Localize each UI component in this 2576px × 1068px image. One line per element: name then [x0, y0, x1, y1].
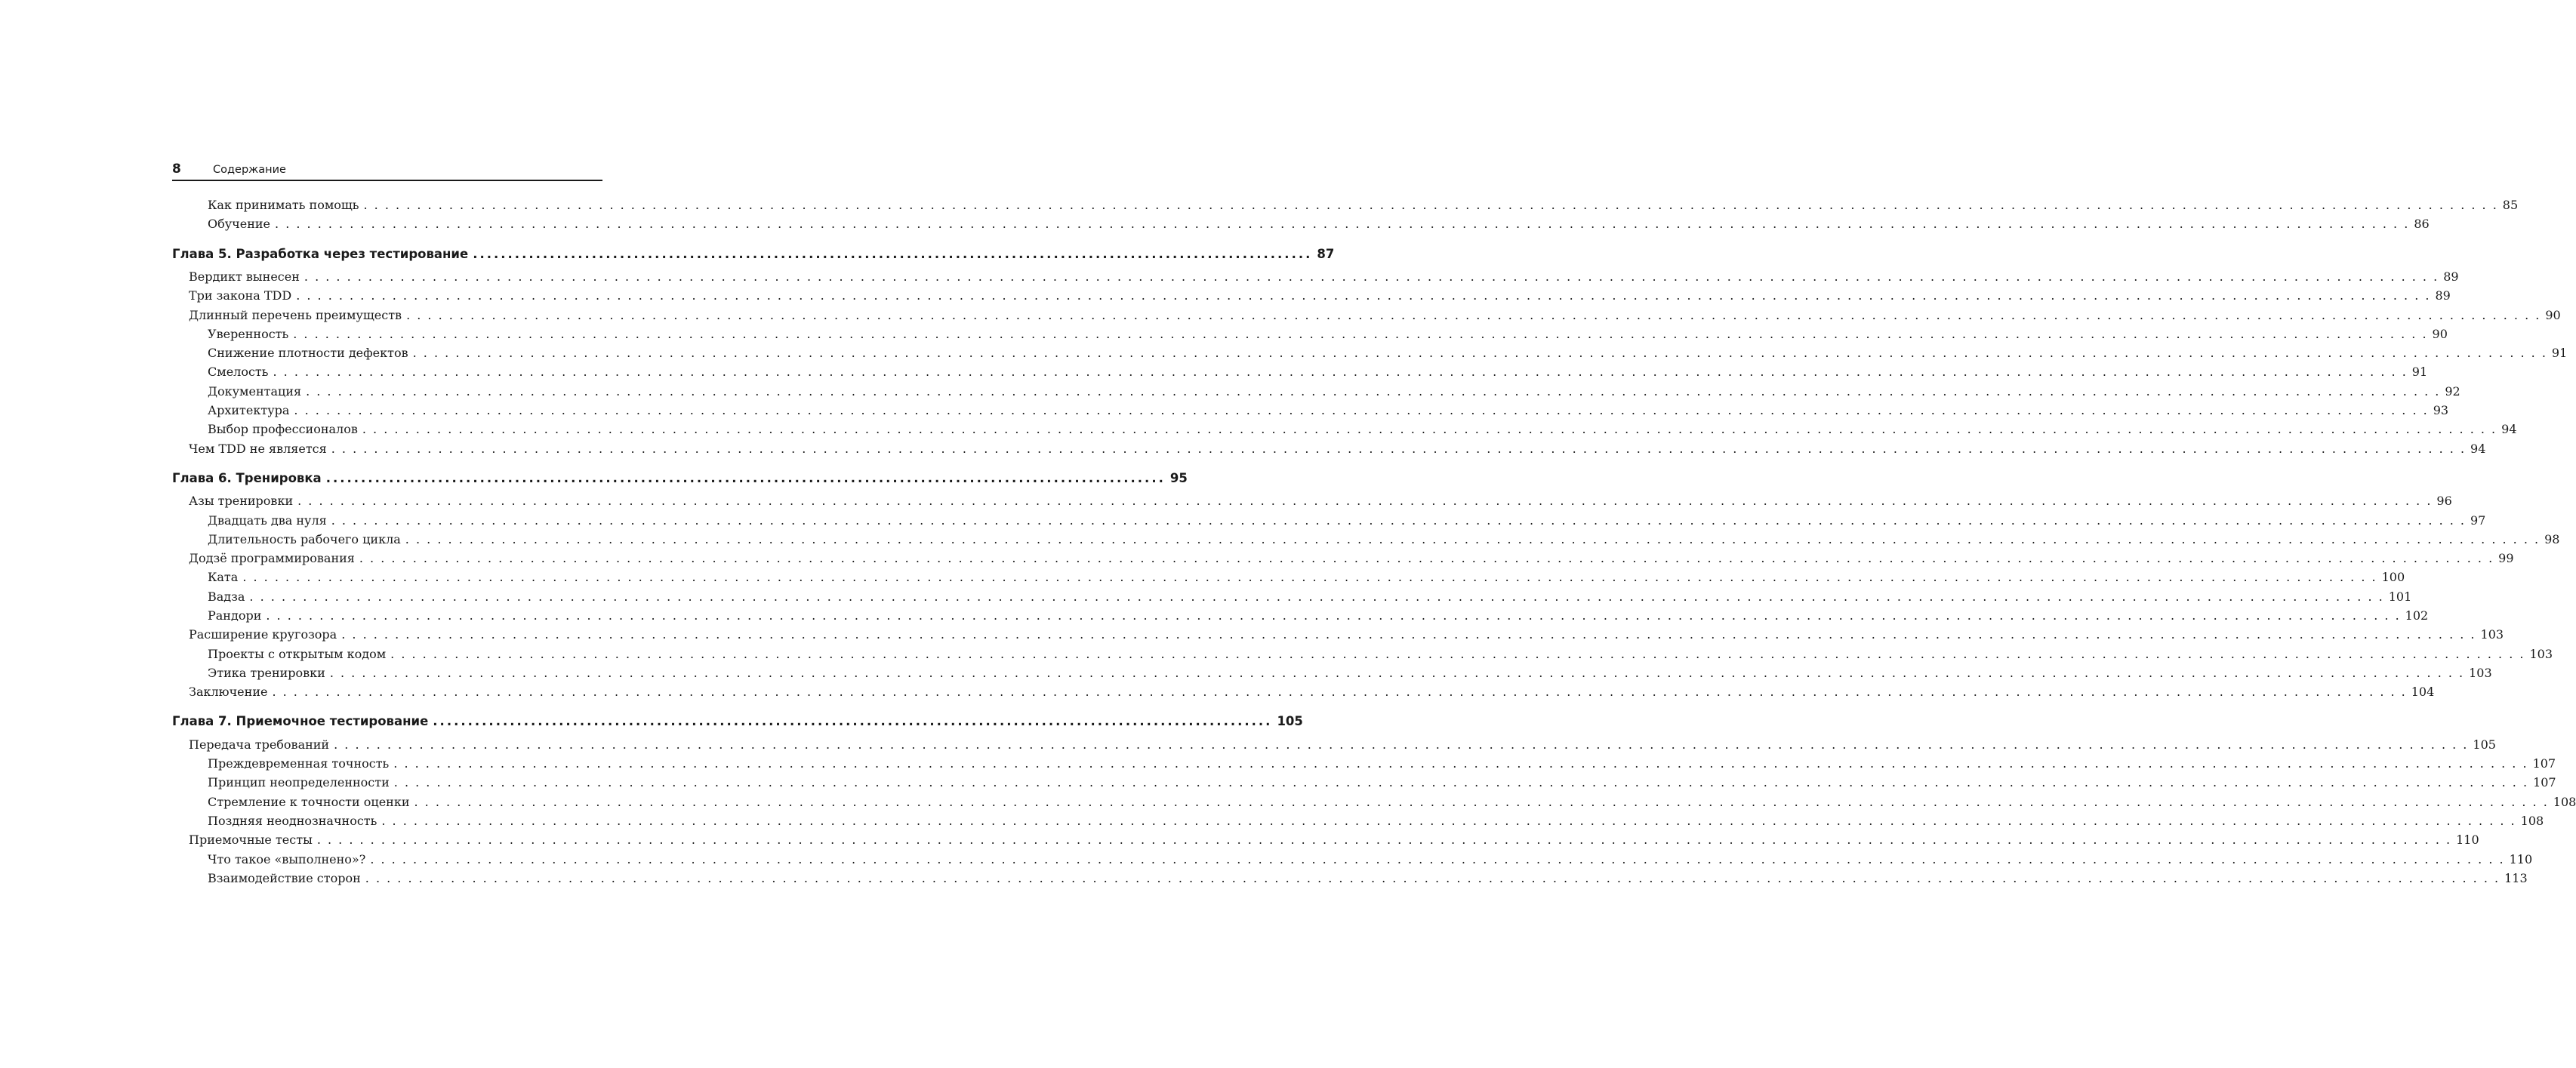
toc-entry-row — [208, 513, 2486, 533]
toc-leader-dots: . . . . . . . . . . . . . . . . . . . . . . . . . . . . . . . . . . . . . . . . . . . . . . . . . . . . . . . . . . . . . . . . . . . . . . . . . . . . . . . . . . . . . . . . . . . . . . . . . . . . . . . . . . . . . . . . . . . . . . . . . . . . . . . . . . . . . . . . . . . . . . . . . . . . . . . . . . . . . . . . . . . . . . . . . . . . . . . . . . . . . . . . . . . . . . . . . . . . . . . . — [296, 288, 2431, 303]
toc-entry-title: Приемочные тесты — [189, 833, 313, 847]
toc-entry-title: Поздняя неоднозначность — [208, 814, 377, 828]
toc-page-number: 87 — [1317, 247, 1335, 261]
toc-entry-title: Заключение — [189, 685, 268, 699]
toc-leader-dots: . . . . . . . . . . . . . . . . . . . . . . . . . . . . . . . . . . . . . . . . . . . . . . . . . . . . . . . . . . . . . . . . . . . . . . . . . . . . . . . . . . . . . . . . . . . . . . . . . . . . . . . . . . . . . . . . . . . . . . . . . . . . . . . . . . . . . . . . . . . . . . . . . . . . . . . . . . . . . . . . . . . . . . . . . . . . . . . . . . . . . . . . . . . . . . . . . . . . . . . . — [273, 365, 2408, 379]
toc-page-number: 99 — [2498, 551, 2514, 565]
toc-page-number: 89 — [2443, 269, 2459, 284]
toc-entry-row — [208, 532, 2560, 552]
toc-page-number: 90 — [2432, 327, 2448, 341]
toc-entry-row — [189, 442, 2486, 461]
toc-entry-title: Принцип неопределенности — [208, 775, 390, 789]
toc-entry-title: Додзё программирования — [189, 551, 355, 565]
toc-page-number: 85 — [2502, 198, 2519, 212]
toc-entry-row — [189, 551, 2514, 571]
toc-page-number: 101 — [2388, 589, 2412, 604]
toc-leader-dots: . . . . . . . . . . . . . . . . . . . . . . . . . . . . . . . . . . . . . . . . . . . . . . . . . . . . . . . . . . . . . . . . . . . . . . . . . . . . . . . . . . . . . . . . . . . . . . . . . . . . . . . . . . . . . . . . . . . . . . . . . . . . . . . . . . . . . . . . . . . . . . . . . . . . . . . . . . . . . . . . . . . . . . . . . . . . . . . . . . . . . . . . . . . . . . . . . . . . . . . . — [329, 666, 2465, 680]
toc-leader-dots: . . . . . . . . . . . . . . . . . . . . . . . . . . . . . . . . . . . . . . . . . . . . . . . . . . . . . . . . . . . . . . . . . . . . . . . . . . . . . . . . . . . . . . . . . . . . . . . . . . . . . . . . . . . . . . . . . . . . . . . . . . . . . . . . . . . . . . . . . . . . . . . . . . . . . . . . . . . . . . . . . . . . . . . . . . . . . . . . . . . . . . . . . . . . . . . . . . . . . . . . — [362, 422, 2497, 436]
running-head-title: Содержание — [213, 164, 286, 176]
toc-page-number: 92 — [2445, 384, 2460, 399]
toc-leader-dots: . . . . . . . . . . . . . . . . . . . . . . . . . . . . . . . . . . . . . . . . . . . . . . . . . . . . . . . . . . . . . . . . . . . . . . . . . . . . . . . . . . . . . . . . . . . . . . . . . . . . . . . . . . . . . . . . . . . . . . . . . . . . . . . . . . . . . . . . . . . . . . . . . . . . . . . . . . . . . . . . . . . . . . . . . . . . . . . . . . . . . . . . . . . . . . . . . . . . . . . . — [331, 442, 2467, 456]
toc-entry-title: Двадцать два нуля — [208, 513, 327, 528]
toc-entry-row — [189, 494, 2452, 513]
toc-leader-dots: ........................................................................................................................ — [473, 247, 1313, 261]
toc-chapter-title: Глава 5. Разработка через тестирование — [172, 247, 469, 261]
toc-page-number: 108 — [2520, 814, 2544, 828]
toc-entry-title: Выбор профессионалов — [208, 422, 358, 436]
toc-entry-title: Документация — [208, 384, 302, 399]
toc-leader-dots: ........................................................................................................................ — [433, 714, 1273, 728]
toc-page-number: 97 — [2470, 513, 2486, 528]
header-rule — [172, 180, 602, 181]
toc-entry-title: Этика тренировки — [208, 666, 325, 680]
toc-entry-title: Обучение — [208, 217, 271, 231]
toc-entry-row — [208, 589, 2412, 609]
toc-entry-row — [189, 308, 2561, 328]
toc-entry-title: Длительность рабочего цикла — [208, 532, 401, 546]
toc-leader-dots: . . . . . . . . . . . . . . . . . . . . . . . . . . . . . . . . . . . . . . . . . . . . . . . . . . . . . . . . . . . . . . . . . . . . . . . . . . . . . . . . . . . . . . . . . . . . . . . . . . . . . . . . . . . . . . . . . . . . . . . . . . . . . . . . . . . . . . . . . . . . . . . . . . . . . . . . . . . . . . . . . . . . . . . . . . . . . . . . . . . . . . . . . . . . . . . . . . . . . . . . — [331, 513, 2466, 528]
toc-page-number: 110 — [2456, 833, 2479, 847]
toc-entry-title: Чем TDD не является — [189, 442, 327, 456]
toc-page-number: 104 — [2411, 685, 2435, 699]
toc-leader-dots: ........................................................................................................................ — [325, 471, 1166, 485]
toc-entry-row — [208, 647, 2553, 666]
toc-entry-row — [189, 627, 2504, 647]
toc-leader-dots: . . . . . . . . . . . . . . . . . . . . . . . . . . . . . . . . . . . . . . . . . . . . . . . . . . . . . . . . . . . . . . . . . . . . . . . . . . . . . . . . . . . . . . . . . . . . . . . . . . . . . . . . . . . . . . . . . . . . . . . . . . . . . . . . . . . . . . . . . . . . . . . . . . . . . . . . . . . . . . . . . . . . . . . . . . . . . . . . . . . . . . . . . . . . . . . . . . . . . . . . — [406, 308, 2541, 322]
toc-leader-dots: . . . . . . . . . . . . . . . . . . . . . . . . . . . . . . . . . . . . . . . . . . . . . . . . . . . . . . . . . . . . . . . . . . . . . . . . . . . . . . . . . . . . . . . . . . . . . . . . . . . . . . . . . . . . . . . . . . . . . . . . . . . . . . . . . . . . . . . . . . . . . . . . . . . . . . . . . . . . . . . . . . . . . . . . . . . . . . . . . . . . . . . . . . . . . . . . . . . . . . . . — [304, 269, 2439, 284]
toc-entry-title: Передача требований — [189, 737, 330, 752]
toc-entry-row — [208, 666, 2492, 685]
toc-leader-dots: . . . . . . . . . . . . . . . . . . . . . . . . . . . . . . . . . . . . . . . . . . . . . . . . . . . . . . . . . . . . . . . . . . . . . . . . . . . . . . . . . . . . . . . . . . . . . . . . . . . . . . . . . . . . . . . . . . . . . . . . . . . . . . . . . . . . . . . . . . . . . . . . . . . . . . . . . . . . . . . . . . . . . . . . . . . . . . . . . . . . . . . . . . . . . . . . . . . . . . . . — [249, 589, 2384, 604]
toc-leader-dots: . . . . . . . . . . . . . . . . . . . . . . . . . . . . . . . . . . . . . . . . . . . . . . . . . . . . . . . . . . . . . . . . . . . . . . . . . . . . . . . . . . . . . . . . . . . . . . . . . . . . . . . . . . . . . . . . . . . . . . . . . . . . . . . . . . . . . . . . . . . . . . . . . . . . . . . . . . . . . . . . . . . . . . . . . . . . . . . . . . . . . . . . . . . . . . . . . . . . . . . . — [393, 756, 2528, 771]
toc-entry-row — [208, 756, 2556, 776]
toc-entry-row — [189, 833, 2479, 852]
toc-leader-dots: . . . . . . . . . . . . . . . . . . . . . . . . . . . . . . . . . . . . . . . . . . . . . . . . . . . . . . . . . . . . . . . . . . . . . . . . . . . . . . . . . . . . . . . . . . . . . . . . . . . . . . . . . . . . . . . . . . . . . . . . . . . . . . . . . . . . . . . . . . . . . . . . . . . . . . . . . . . . . . . . . . . . . . . . . . . . . . . . . . . . . . . . . . . . . . . . . . . . . . . . — [272, 685, 2407, 699]
toc-entry-row — [208, 852, 2533, 872]
toc-entry-row — [189, 737, 2496, 757]
toc-leader-dots: . . . . . . . . . . . . . . . . . . . . . . . . . . . . . . . . . . . . . . . . . . . . . . . . . . . . . . . . . . . . . . . . . . . . . . . . . . . . . . . . . . . . . . . . . . . . . . . . . . . . . . . . . . . . . . . . . . . . . . . . . . . . . . . . . . . . . . . . . . . . . . . . . . . . . . . . . . . . . . . . . . . . . . . . . . . . . . . . . . . . . . . . . . . . . . . . . . . . . . . . — [359, 551, 2494, 565]
toc-entry-title: Азы тренировки — [189, 494, 294, 508]
toc-chapter-title: Глава 6. Тренировка — [172, 471, 322, 485]
toc-entry-title: Уверенность — [208, 327, 289, 341]
running-head — [172, 162, 602, 181]
toc-entry-title: Преждевременная точность — [208, 756, 390, 771]
toc-page-number: 108 — [2553, 795, 2576, 809]
toc-entry-row — [208, 365, 2428, 384]
toc-page-number: 113 — [2504, 871, 2528, 885]
toc-entry-title: Длинный перечень преимуществ — [189, 308, 402, 322]
toc-page-number: 98 — [2544, 532, 2560, 546]
toc-leader-dots: . . . . . . . . . . . . . . . . . . . . . . . . . . . . . . . . . . . . . . . . . . . . . . . . . . . . . . . . . . . . . . . . . . . . . . . . . . . . . . . . . . . . . . . . . . . . . . . . . . . . . . . . . . . . . . . . . . . . . . . . . . . . . . . . . . . . . . . . . . . . . . . . . . . . . . . . . . . . . . . . . . . . . . . . . . . . . . . . . . . . . . . . . . . . . . . . . . . . . . . . — [405, 532, 2541, 546]
toc-page-number: 107 — [2533, 775, 2556, 789]
toc-page-number: 107 — [2532, 756, 2556, 771]
toc-entry-title: Ката — [208, 570, 239, 584]
toc-page-number: 93 — [2433, 403, 2449, 417]
toc-page-number: 100 — [2381, 570, 2405, 584]
toc-entry-row — [208, 403, 2449, 423]
toc-entry-title: Расширение кругозора — [189, 627, 337, 642]
toc-entry-row — [208, 422, 2517, 442]
toc-entry-title: Рандори — [208, 608, 262, 623]
toc-entry-title: Три закона TDD — [189, 288, 292, 303]
toc-leader-dots: . . . . . . . . . . . . . . . . . . . . . . . . . . . . . . . . . . . . . . . . . . . . . . . . . . . . . . . . . . . . . . . . . . . . . . . . . . . . . . . . . . . . . . . . . . . . . . . . . . . . . . . . . . . . . . . . . . . . . . . . . . . . . . . . . . . . . . . . . . . . . . . . . . . . . . . . . . . . . . . . . . . . . . . . . . . . . . . . . . . . . . . . . . . . . . . . . . . . . . . . — [370, 852, 2505, 866]
toc-entry-row — [189, 685, 2435, 704]
toc-entry-title: Вадза — [208, 589, 245, 604]
toc-entry-title: Стремление к точности оценки — [208, 795, 410, 809]
toc-entry-row — [208, 327, 2448, 346]
toc-page-number: 103 — [2480, 627, 2504, 642]
toc-leader-dots: . . . . . . . . . . . . . . . . . . . . . . . . . . . . . . . . . . . . . . . . . . . . . . . . . . . . . . . . . . . . . . . . . . . . . . . . . . . . . . . . . . . . . . . . . . . . . . . . . . . . . . . . . . . . . . . . . . . . . . . . . . . . . . . . . . . . . . . . . . . . . . . . . . . . . . . . . . . . . . . . . . . . . . . . . . . . . . . . . . . . . . . . . . . . . . . . . . . . . . . . — [341, 627, 2476, 642]
toc-entry-title: Архитектура — [208, 403, 290, 417]
page-number: 8 — [172, 162, 181, 177]
toc-page-number: 95 — [1169, 471, 1188, 485]
toc-page-number: 105 — [2473, 737, 2496, 752]
toc-entry-title: Проекты с открытым кодом — [208, 647, 387, 661]
toc-page-number: 94 — [2501, 422, 2517, 436]
toc-entry-row — [208, 570, 2405, 589]
toc-page-number: 105 — [1277, 714, 1303, 728]
toc-entry-title: Снижение плотности дефектов — [208, 346, 408, 360]
toc-entry-row — [208, 198, 2519, 217]
toc-entry-row — [208, 814, 2544, 833]
toc-leader-dots: . . . . . . . . . . . . . . . . . . . . . . . . . . . . . . . . . . . . . . . . . . . . . . . . . . . . . . . . . . . . . . . . . . . . . . . . . . . . . . . . . . . . . . . . . . . . . . . . . . . . . . . . . . . . . . . . . . . . . . . . . . . . . . . . . . . . . . . . . . . . . . . . . . . . . . . . . . . . . . . . . . . . . . . . . . . . . . . . . . . . . . . . . . . . . . . . . . . . . . . . — [275, 217, 2410, 231]
toc-leader-dots: . . . . . . . . . . . . . . . . . . . . . . . . . . . . . . . . . . . . . . . . . . . . . . . . . . . . . . . . . . . . . . . . . . . . . . . . . . . . . . . . . . . . . . . . . . . . . . . . . . . . . . . . . . . . . . . . . . . . . . . . . . . . . . . . . . . . . . . . . . . . . . . . . . . . . . . . . . . . . . . . . . . . . . . . . . . . . . . . . . . . . . . . . . . . . . . . . . . . . . . . — [306, 384, 2441, 399]
toc-entry-title: Вердикт вынесен — [189, 269, 300, 284]
toc-leader-dots: . . . . . . . . . . . . . . . . . . . . . . . . . . . . . . . . . . . . . . . . . . . . . . . . . . . . . . . . . . . . . . . . . . . . . . . . . . . . . . . . . . . . . . . . . . . . . . . . . . . . . . . . . . . . . . . . . . . . . . . . . . . . . . . . . . . . . . . . . . . . . . . . . . . . . . . . . . . . . . . . . . . . . . . . . . . . . . . . . . . . . . . . . . . . . . . . . . . . . . . . — [393, 775, 2529, 789]
toc-leader-dots: . . . . . . . . . . . . . . . . . . . . . . . . . . . . . . . . . . . . . . . . . . . . . . . . . . . . . . . . . . . . . . . . . . . . . . . . . . . . . . . . . . . . . . . . . . . . . . . . . . . . . . . . . . . . . . . . . . . . . . . . . . . . . . . . . . . . . . . . . . . . . . . . . . . . . . . . . . . . . . . . . . . . . . . . . . . . . . . . . . . . . . . . . . . . . . . . . . . . . . . . — [412, 346, 2547, 360]
toc-entry-row — [208, 217, 2430, 236]
toc-leader-dots: . . . . . . . . . . . . . . . . . . . . . . . . . . . . . . . . . . . . . . . . . . . . . . . . . . . . . . . . . . . . . . . . . . . . . . . . . . . . . . . . . . . . . . . . . . . . . . . . . . . . . . . . . . . . . . . . . . . . . . . . . . . . . . . . . . . . . . . . . . . . . . . . . . . . . . . . . . . . . . . . . . . . . . . . . . . . . . . . . . . . . . . . . . . . . . . . . . . . . . . . — [297, 494, 2433, 508]
toc-entry-row — [208, 775, 2556, 795]
toc-entry-row — [189, 269, 2459, 289]
toc-chapter-row — [172, 471, 1188, 491]
toc-entry-row — [208, 384, 2460, 404]
toc-page-number: 91 — [2411, 365, 2428, 379]
toc-page-number: 89 — [2435, 288, 2451, 303]
toc-entry-row — [208, 871, 2528, 891]
toc-leader-dots: . . . . . . . . . . . . . . . . . . . . . . . . . . . . . . . . . . . . . . . . . . . . . . . . . . . . . . . . . . . . . . . . . . . . . . . . . . . . . . . . . . . . . . . . . . . . . . . . . . . . . . . . . . . . . . . . . . . . . . . . . . . . . . . . . . . . . . . . . . . . . . . . . . . . . . . . . . . . . . . . . . . . . . . . . . . . . . . . . . . . . . . . . . . . . . . . . . . . . . . . — [293, 327, 2428, 341]
toc-page-number: 96 — [2436, 494, 2452, 508]
toc-leader-dots: . . . . . . . . . . . . . . . . . . . . . . . . . . . . . . . . . . . . . . . . . . . . . . . . . . . . . . . . . . . . . . . . . . . . . . . . . . . . . . . . . . . . . . . . . . . . . . . . . . . . . . . . . . . . . . . . . . . . . . . . . . . . . . . . . . . . . . . . . . . . . . . . . . . . . . . . . . . . . . . . . . . . . . . . . . . . . . . . . . . . . . . . . . . . . . . . . . . . . . . . — [266, 608, 2401, 623]
toc-leader-dots: . . . . . . . . . . . . . . . . . . . . . . . . . . . . . . . . . . . . . . . . . . . . . . . . . . . . . . . . . . . . . . . . . . . . . . . . . . . . . . . . . . . . . . . . . . . . . . . . . . . . . . . . . . . . . . . . . . . . . . . . . . . . . . . . . . . . . . . . . . . . . . . . . . . . . . . . . . . . . . . . . . . . . . . . . . . . . . . . . . . . . . . . . . . . . . . . . . . . . . . . — [390, 647, 2525, 661]
toc-entry-title: Смелость — [208, 365, 269, 379]
toc-chapter-title: Глава 7. Приемочное тестирование — [172, 714, 429, 728]
toc-entry-title: Что такое «выполнено»? — [208, 852, 366, 866]
toc-page-number: 110 — [2509, 852, 2533, 866]
toc-page-number: 103 — [2469, 666, 2492, 680]
toc-page-number: 94 — [2470, 442, 2486, 456]
toc-entry-title: Взаимодействие сторон — [208, 871, 361, 885]
toc-entry-row — [208, 346, 2568, 365]
toc-leader-dots: . . . . . . . . . . . . . . . . . . . . . . . . . . . . . . . . . . . . . . . . . . . . . . . . . . . . . . . . . . . . . . . . . . . . . . . . . . . . . . . . . . . . . . . . . . . . . . . . . . . . . . . . . . . . . . . . . . . . . . . . . . . . . . . . . . . . . . . . . . . . . . . . . . . . . . . . . . . . . . . . . . . . . . . . . . . . . . . . . . . . . . . . . . . . . . . . . . . . . . . . — [363, 198, 2498, 212]
toc-leader-dots: . . . . . . . . . . . . . . . . . . . . . . . . . . . . . . . . . . . . . . . . . . . . . . . . . . . . . . . . . . . . . . . . . . . . . . . . . . . . . . . . . . . . . . . . . . . . . . . . . . . . . . . . . . . . . . . . . . . . . . . . . . . . . . . . . . . . . . . . . . . . . . . . . . . . . . . . . . . . . . . . . . . . . . . . . . . . . . . . . . . . . . . . . . . . . . . . . . . . . . . . — [294, 403, 2429, 417]
toc-chapter-row — [172, 714, 1303, 734]
toc-leader-dots: . . . . . . . . . . . . . . . . . . . . . . . . . . . . . . . . . . . . . . . . . . . . . . . . . . . . . . . . . . . . . . . . . . . . . . . . . . . . . . . . . . . . . . . . . . . . . . . . . . . . . . . . . . . . . . . . . . . . . . . . . . . . . . . . . . . . . . . . . . . . . . . . . . . . . . . . . . . . . . . . . . . . . . . . . . . . . . . . . . . . . . . . . . . . . . . . . . . . . . . . — [365, 871, 2501, 885]
toc-leader-dots: . . . . . . . . . . . . . . . . . . . . . . . . . . . . . . . . . . . . . . . . . . . . . . . . . . . . . . . . . . . . . . . . . . . . . . . . . . . . . . . . . . . . . . . . . . . . . . . . . . . . . . . . . . . . . . . . . . . . . . . . . . . . . . . . . . . . . . . . . . . . . . . . . . . . . . . . . . . . . . . . . . . . . . . . . . . . . . . . . . . . . . . . . . . . . . . . . . . . . . . . — [414, 795, 2549, 809]
toc-entry-row — [189, 288, 2451, 308]
toc-page-number: 102 — [2405, 608, 2429, 623]
toc-entry-row — [208, 608, 2429, 628]
toc-leader-dots: . . . . . . . . . . . . . . . . . . . . . . . . . . . . . . . . . . . . . . . . . . . . . . . . . . . . . . . . . . . . . . . . . . . . . . . . . . . . . . . . . . . . . . . . . . . . . . . . . . . . . . . . . . . . . . . . . . . . . . . . . . . . . . . . . . . . . . . . . . . . . . . . . . . . . . . . . . . . . . . . . . . . . . . . . . . . . . . . . . . . . . . . . . . . . . . . . . . . . . . . — [316, 833, 2452, 847]
toc-chapter-row — [172, 247, 1335, 266]
toc-page-number: 86 — [2414, 217, 2430, 231]
toc-page-number: 91 — [2551, 346, 2568, 360]
toc-entry-title: Как принимать помощь — [208, 198, 359, 212]
toc-entry-row — [208, 795, 2576, 814]
toc-leader-dots: . . . . . . . . . . . . . . . . . . . . . . . . . . . . . . . . . . . . . . . . . . . . . . . . . . . . . . . . . . . . . . . . . . . . . . . . . . . . . . . . . . . . . . . . . . . . . . . . . . . . . . . . . . . . . . . . . . . . . . . . . . . . . . . . . . . . . . . . . . . . . . . . . . . . . . . . . . . . . . . . . . . . . . . . . . . . . . . . . . . . . . . . . . . . . . . . . . . . . . . . — [334, 737, 2469, 752]
toc-page-number: 103 — [2529, 647, 2553, 661]
toc-page-number: 90 — [2545, 308, 2561, 322]
toc-leader-dots: . . . . . . . . . . . . . . . . . . . . . . . . . . . . . . . . . . . . . . . . . . . . . . . . . . . . . . . . . . . . . . . . . . . . . . . . . . . . . . . . . . . . . . . . . . . . . . . . . . . . . . . . . . . . . . . . . . . . . . . . . . . . . . . . . . . . . . . . . . . . . . . . . . . . . . . . . . . . . . . . . . . . . . . . . . . . . . . . . . . . . . . . . . . . . . . . . . . . . . . . — [381, 814, 2516, 828]
toc-leader-dots: . . . . . . . . . . . . . . . . . . . . . . . . . . . . . . . . . . . . . . . . . . . . . . . . . . . . . . . . . . . . . . . . . . . . . . . . . . . . . . . . . . . . . . . . . . . . . . . . . . . . . . . . . . . . . . . . . . . . . . . . . . . . . . . . . . . . . . . . . . . . . . . . . . . . . . . . . . . . . . . . . . . . . . . . . . . . . . . . . . . . . . . . . . . . . . . . . . . . . . . . — [242, 570, 2377, 584]
